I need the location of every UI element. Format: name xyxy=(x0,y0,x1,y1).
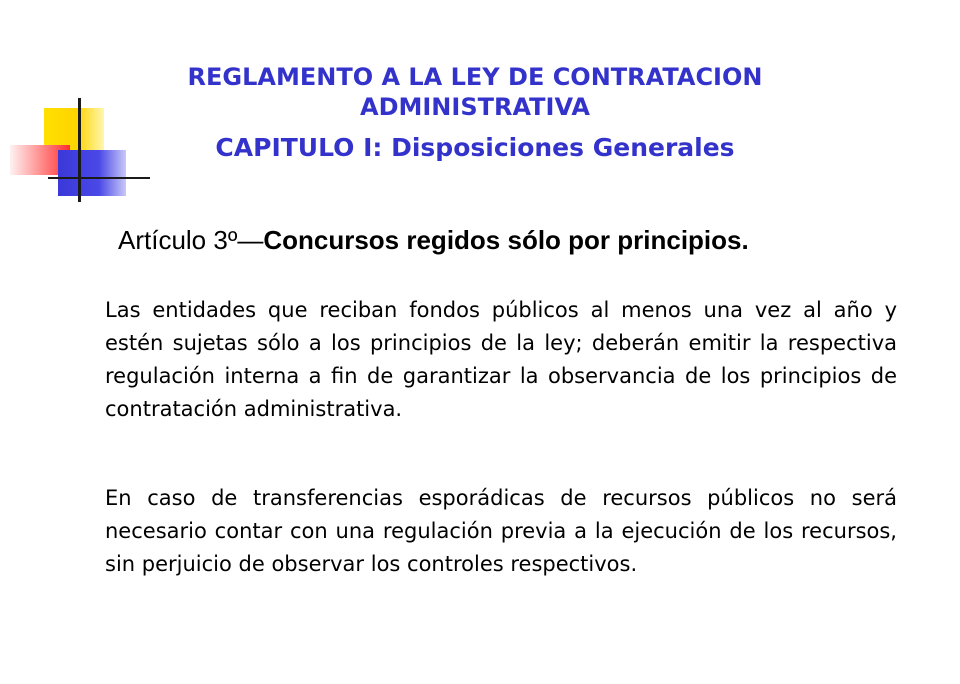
article-title: Concursos regidos sólo por principios. xyxy=(263,225,749,255)
slide-subtitle: CAPITULO I: Disposiciones Generales xyxy=(215,133,735,162)
logo-blue-square xyxy=(58,150,126,196)
decorative-logo xyxy=(0,0,150,210)
article-number: Artículo 3º— xyxy=(118,225,264,255)
article-heading xyxy=(118,224,749,256)
logo-vertical-line xyxy=(78,98,81,202)
logo-horizontal-line xyxy=(48,177,150,179)
slide-title: REGLAMENTO A LA LEY DE CONTRATACION ADMINISTRATIVA xyxy=(187,63,763,121)
paragraph-1: Las entidades que reciban fondos públicos al menos una vez al año y estén sujetas sólo a los principios de la ley; deberán emitir la respectiva regulación interna a fin de garantizar la observancia de los principios de contratación administrativa. xyxy=(105,298,897,421)
slide-header xyxy=(130,62,820,164)
paragraph-2: En caso de transferencias esporádicas de recursos públicos no será necesario contar con una regulación previa a la ejecución de los recursos, sin perjuicio de observar los controles respectivos. xyxy=(105,486,897,576)
